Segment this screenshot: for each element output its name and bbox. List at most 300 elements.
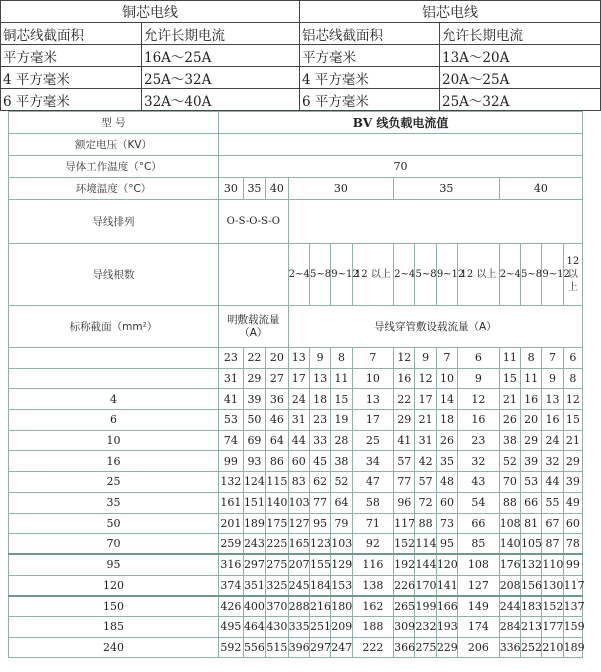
pipe-value-cell: 275 bbox=[415, 637, 436, 658]
section-cell: 70 bbox=[9, 534, 219, 555]
section-cell: 25 bbox=[9, 472, 219, 493]
pipe-capacity-label: 导线穿管敷设载流量（A） bbox=[288, 306, 582, 348]
table-row bbox=[9, 616, 583, 637]
wire-count-cell: 9~12 bbox=[436, 244, 457, 306]
pipe-value-cell: 288 bbox=[288, 596, 309, 617]
temp-label: 导体工作温度（°C） bbox=[9, 156, 219, 178]
section-cell: 16 bbox=[9, 451, 219, 472]
pipe-value-cell: 232 bbox=[415, 616, 436, 637]
pipe-value-cell: 78 bbox=[563, 534, 582, 555]
open-value-cell: 64 bbox=[266, 430, 288, 451]
pipe-value-cell: 13 bbox=[288, 348, 309, 369]
wire-count-cell: 12 以上 bbox=[458, 244, 500, 306]
pipe-value-cell: 15 bbox=[499, 368, 520, 389]
pipe-value-cell: 155 bbox=[309, 554, 330, 575]
copper-current-header: 允许长期电流 bbox=[142, 23, 300, 45]
table-row bbox=[9, 534, 583, 555]
open-value-cell: 189 bbox=[243, 513, 265, 534]
open-value-cell: 132 bbox=[219, 472, 244, 493]
pipe-value-cell: 26 bbox=[499, 410, 520, 431]
pipe-value-cell: 152 bbox=[542, 596, 563, 617]
pipe-value-cell: 16 bbox=[521, 389, 542, 410]
section-cell bbox=[9, 348, 219, 369]
pipe-value-cell: 81 bbox=[521, 513, 542, 534]
aluminum-area-header: 铝芯线截面积 bbox=[300, 23, 440, 45]
wire-count-cell: 2~4 bbox=[499, 244, 520, 306]
pipe-value-cell: 52 bbox=[499, 451, 520, 472]
pipe-value-cell: 43 bbox=[458, 472, 500, 493]
pipe-value-cell: 8 bbox=[563, 368, 582, 389]
pipe-value-cell: 159 bbox=[563, 616, 582, 637]
bv-load-current-table bbox=[8, 111, 583, 658]
pipe-value-cell: 180 bbox=[331, 596, 352, 617]
pipe-value-cell: 87 bbox=[542, 534, 563, 555]
table-row bbox=[9, 575, 583, 596]
pipe-value-cell: 189 bbox=[563, 637, 582, 658]
pipe-value-cell: 336 bbox=[499, 637, 520, 658]
pipe-value-cell: 54 bbox=[458, 492, 500, 513]
pipe-value-cell: 10 bbox=[352, 368, 394, 389]
section-cell: 150 bbox=[9, 596, 219, 617]
open-value-cell: 430 bbox=[266, 616, 288, 637]
pipe-value-cell: 14 bbox=[436, 389, 457, 410]
pipe-value-cell: 162 bbox=[352, 596, 394, 617]
pipe-value-cell: 64 bbox=[331, 492, 352, 513]
open-value-cell: 161 bbox=[219, 492, 244, 513]
pipe-value-cell: 284 bbox=[499, 616, 520, 637]
open-value-cell: 175 bbox=[266, 513, 288, 534]
open-value-cell: 27 bbox=[266, 368, 288, 389]
table-row bbox=[9, 451, 583, 472]
pipe-value-cell: 35 bbox=[436, 451, 457, 472]
open-value-cell: 297 bbox=[243, 554, 265, 575]
pipe-value-cell: 34 bbox=[352, 451, 394, 472]
pipe-value-cell: 70 bbox=[499, 472, 520, 493]
arrangement-label: 导线排列 bbox=[9, 200, 219, 244]
aluminum-area: 4 平方毫米 bbox=[300, 67, 440, 89]
pipe-value-cell: 129 bbox=[331, 554, 352, 575]
table-row bbox=[9, 472, 583, 493]
pipe-value-cell: 188 bbox=[352, 616, 394, 637]
pipe-value-cell: 96 bbox=[394, 492, 415, 513]
open-value-cell: 53 bbox=[219, 410, 244, 431]
open-value-cell: 29 bbox=[243, 368, 265, 389]
pipe-value-cell: 48 bbox=[436, 472, 457, 493]
pipe-value-cell: 44 bbox=[288, 430, 309, 451]
pipe-value-cell: 12 bbox=[394, 348, 415, 369]
aluminum-area: 平方毫米 bbox=[300, 45, 440, 67]
arrangement-empty bbox=[288, 200, 582, 244]
pipe-value-cell: 16 bbox=[394, 368, 415, 389]
open-value-cell: 225 bbox=[266, 534, 288, 555]
section-cell: 120 bbox=[9, 575, 219, 596]
pipe-value-cell: 88 bbox=[499, 492, 520, 513]
pipe-value-cell: 137 bbox=[563, 596, 582, 617]
open-value-cell: 151 bbox=[243, 492, 265, 513]
top-table-row bbox=[1, 89, 601, 111]
open-value-cell: 20 bbox=[266, 348, 288, 369]
pipe-value-cell: 127 bbox=[288, 513, 309, 534]
pipe-value-cell: 199 bbox=[415, 596, 436, 617]
pipe-value-cell: 309 bbox=[394, 616, 415, 637]
current-comparison-table bbox=[0, 0, 601, 111]
pipe-value-cell: 13 bbox=[352, 389, 394, 410]
open-value-cell: 351 bbox=[243, 575, 265, 596]
wire-count-cell: 5~8 bbox=[309, 244, 330, 306]
pipe-value-cell: 41 bbox=[394, 430, 415, 451]
pipe-value-cell: 297 bbox=[309, 637, 330, 658]
pipe-value-cell: 265 bbox=[394, 596, 415, 617]
table-row bbox=[9, 368, 583, 389]
copper-area-header: 铜芯线截面积 bbox=[1, 23, 142, 45]
env-group-40: 40 bbox=[499, 178, 582, 200]
pipe-value-cell: 152 bbox=[394, 534, 415, 555]
pipe-value-cell: 49 bbox=[563, 492, 582, 513]
pipe-value-cell: 33 bbox=[309, 430, 330, 451]
pipe-value-cell: 222 bbox=[352, 637, 394, 658]
pipe-value-cell: 141 bbox=[436, 575, 457, 596]
pipe-value-cell: 116 bbox=[352, 554, 394, 575]
pipe-value-cell: 16 bbox=[458, 410, 500, 431]
section-label: 标称截面（mm²） bbox=[9, 306, 219, 348]
copper-current: 16A～25A bbox=[142, 45, 300, 67]
open-value-cell: 464 bbox=[243, 616, 265, 637]
pipe-value-cell: 24 bbox=[542, 430, 563, 451]
pipe-value-cell: 132 bbox=[521, 554, 542, 575]
open-value-cell: 115 bbox=[266, 472, 288, 493]
wire-count-cell: 9~12 bbox=[331, 244, 352, 306]
copper-title: 铜芯电线 bbox=[1, 1, 300, 23]
pipe-value-cell: 17 bbox=[415, 389, 436, 410]
pipe-value-cell: 22 bbox=[394, 389, 415, 410]
open-value-cell: 370 bbox=[266, 596, 288, 617]
open-value-cell: 41 bbox=[219, 389, 244, 410]
aluminum-area: 6 平方毫米 bbox=[300, 89, 440, 111]
open-value-cell: 31 bbox=[219, 368, 244, 389]
pipe-value-cell: 24 bbox=[288, 389, 309, 410]
pipe-value-cell: 60 bbox=[436, 492, 457, 513]
pipe-value-cell: 9 bbox=[309, 348, 330, 369]
pipe-value-cell: 95 bbox=[436, 534, 457, 555]
open-value-cell: 243 bbox=[243, 534, 265, 555]
pipe-value-cell: 144 bbox=[415, 554, 436, 575]
pipe-value-cell: 11 bbox=[331, 368, 352, 389]
open-value-cell: 592 bbox=[219, 637, 244, 658]
pipe-value-cell: 21 bbox=[415, 410, 436, 431]
pipe-value-cell: 99 bbox=[563, 554, 582, 575]
open-value-cell: 22 bbox=[243, 348, 265, 369]
pipe-value-cell: 95 bbox=[309, 513, 330, 534]
open-value-cell: 400 bbox=[243, 596, 265, 617]
table-row bbox=[9, 492, 583, 513]
pipe-value-cell: 20 bbox=[521, 410, 542, 431]
pipe-value-cell: 252 bbox=[521, 637, 542, 658]
open-value-cell: 140 bbox=[266, 492, 288, 513]
aluminum-current: 13A～20A bbox=[440, 45, 601, 67]
open-value-cell: 23 bbox=[219, 348, 244, 369]
pipe-value-cell: 251 bbox=[309, 616, 330, 637]
open-value-cell: 426 bbox=[219, 596, 244, 617]
copper-area: 6 平方毫米 bbox=[1, 89, 142, 111]
open-value-cell: 86 bbox=[266, 451, 288, 472]
pipe-value-cell: 174 bbox=[458, 616, 500, 637]
open-value-cell: 259 bbox=[219, 534, 244, 555]
pipe-value-cell: 166 bbox=[436, 596, 457, 617]
pipe-value-cell: 108 bbox=[499, 513, 520, 534]
section-cell bbox=[9, 368, 219, 389]
pipe-value-cell: 29 bbox=[521, 430, 542, 451]
pipe-value-cell: 7 bbox=[352, 348, 394, 369]
pipe-value-cell: 60 bbox=[288, 451, 309, 472]
pipe-value-cell: 92 bbox=[352, 534, 394, 555]
pipe-value-cell: 13 bbox=[542, 389, 563, 410]
pipe-value-cell: 153 bbox=[331, 575, 352, 596]
pipe-value-cell: 207 bbox=[288, 554, 309, 575]
pipe-value-cell: 60 bbox=[563, 513, 582, 534]
pipe-value-cell: 183 bbox=[521, 596, 542, 617]
pipe-value-cell: 177 bbox=[542, 616, 563, 637]
pipe-value-cell: 31 bbox=[288, 410, 309, 431]
copper-area: 平方毫米 bbox=[1, 45, 142, 67]
pipe-value-cell: 11 bbox=[521, 368, 542, 389]
open-value-cell: 201 bbox=[219, 513, 244, 534]
pipe-value-cell: 165 bbox=[288, 534, 309, 555]
pipe-value-cell: 12 bbox=[415, 368, 436, 389]
wire-count-cell: 2~4 bbox=[288, 244, 309, 306]
open-capacity-label: 明敷载流量（A） bbox=[219, 306, 289, 348]
pipe-value-cell: 110 bbox=[542, 554, 563, 575]
pipe-value-cell: 53 bbox=[521, 472, 542, 493]
copper-area: 4 平方毫米 bbox=[1, 67, 142, 89]
env-group-35: 35 bbox=[394, 178, 500, 200]
pipe-value-cell: 184 bbox=[309, 575, 330, 596]
pipe-value-cell: 176 bbox=[499, 554, 520, 575]
pipe-value-cell: 209 bbox=[331, 616, 352, 637]
pipe-value-cell: 66 bbox=[521, 492, 542, 513]
pipe-value-cell: 66 bbox=[458, 513, 500, 534]
open-value-cell: 99 bbox=[219, 451, 244, 472]
pipe-value-cell: 25 bbox=[352, 430, 394, 451]
pipe-value-cell: 57 bbox=[415, 472, 436, 493]
pipe-value-cell: 31 bbox=[415, 430, 436, 451]
aluminum-current-header: 允许长期电流 bbox=[440, 23, 601, 45]
section-cell: 35 bbox=[9, 492, 219, 513]
open-value-cell: 69 bbox=[243, 430, 265, 451]
pipe-value-cell: 7 bbox=[436, 348, 457, 369]
temp-value: 70 bbox=[219, 156, 583, 178]
env-group-30: 30 bbox=[288, 178, 394, 200]
copper-current: 25A～32A bbox=[142, 67, 300, 89]
pipe-value-cell: 108 bbox=[458, 554, 500, 575]
open-value-cell: 495 bbox=[219, 616, 244, 637]
pipe-value-cell: 245 bbox=[288, 575, 309, 596]
pipe-value-cell: 19 bbox=[331, 410, 352, 431]
open-value-cell: 325 bbox=[266, 575, 288, 596]
pipe-value-cell: 117 bbox=[394, 513, 415, 534]
table-row bbox=[9, 348, 583, 369]
pipe-value-cell: 17 bbox=[288, 368, 309, 389]
open-value-cell: 556 bbox=[243, 637, 265, 658]
pipe-value-cell: 213 bbox=[521, 616, 542, 637]
pipe-value-cell: 83 bbox=[288, 472, 309, 493]
pipe-value-cell: 18 bbox=[436, 410, 457, 431]
open-value-cell: 74 bbox=[219, 430, 244, 451]
pipe-value-cell: 138 bbox=[352, 575, 394, 596]
pipe-value-cell: 216 bbox=[309, 596, 330, 617]
pipe-value-cell: 45 bbox=[309, 451, 330, 472]
pipe-value-cell: 9 bbox=[542, 368, 563, 389]
pipe-value-cell: 58 bbox=[352, 492, 394, 513]
pipe-value-cell: 192 bbox=[394, 554, 415, 575]
pipe-value-cell: 29 bbox=[394, 410, 415, 431]
pipe-value-cell: 39 bbox=[521, 451, 542, 472]
wire-count-cell: 5~8 bbox=[415, 244, 436, 306]
pipe-value-cell: 366 bbox=[394, 637, 415, 658]
table-row bbox=[9, 410, 583, 431]
pipe-value-cell: 15 bbox=[563, 410, 582, 431]
table-row bbox=[9, 389, 583, 410]
table-row bbox=[9, 596, 583, 617]
pipe-value-cell: 114 bbox=[415, 534, 436, 555]
wire-count-cell: 12 以上 bbox=[563, 244, 582, 306]
table-row bbox=[9, 637, 583, 658]
pipe-value-cell: 244 bbox=[499, 596, 520, 617]
pipe-value-cell: 42 bbox=[415, 451, 436, 472]
env-open-40: 40 bbox=[266, 178, 288, 200]
open-value-cell: 515 bbox=[266, 637, 288, 658]
pipe-value-cell: 103 bbox=[288, 492, 309, 513]
pipe-value-cell: 77 bbox=[394, 472, 415, 493]
count-empty bbox=[219, 244, 289, 306]
env-open-30: 30 bbox=[219, 178, 244, 200]
pipe-value-cell: 12 bbox=[458, 389, 500, 410]
voltage-label: 额定电压（KV） bbox=[9, 134, 219, 156]
table-row bbox=[9, 513, 583, 534]
pipe-value-cell: 6 bbox=[563, 348, 582, 369]
pipe-value-cell: 16 bbox=[542, 410, 563, 431]
section-cell: 6 bbox=[9, 410, 219, 431]
pipe-value-cell: 11 bbox=[499, 348, 520, 369]
pipe-value-cell: 208 bbox=[499, 575, 520, 596]
pipe-value-cell: 57 bbox=[394, 451, 415, 472]
open-value-cell: 124 bbox=[243, 472, 265, 493]
pipe-value-cell: 23 bbox=[458, 430, 500, 451]
pipe-value-cell: 149 bbox=[458, 596, 500, 617]
pipe-value-cell: 130 bbox=[542, 575, 563, 596]
pipe-value-cell: 18 bbox=[309, 389, 330, 410]
pipe-value-cell: 17 bbox=[352, 410, 394, 431]
section-cell: 240 bbox=[9, 637, 219, 658]
table-row bbox=[9, 554, 583, 575]
pipe-value-cell: 206 bbox=[458, 637, 500, 658]
pipe-value-cell: 32 bbox=[542, 451, 563, 472]
pipe-value-cell: 21 bbox=[563, 430, 582, 451]
top-table-row bbox=[1, 45, 601, 67]
pipe-value-cell: 28 bbox=[331, 430, 352, 451]
open-value-cell: 39 bbox=[243, 389, 265, 410]
pipe-value-cell: 127 bbox=[458, 575, 500, 596]
pipe-value-cell: 7 bbox=[542, 348, 563, 369]
pipe-value-cell: 226 bbox=[394, 575, 415, 596]
env-label: 环境温度（°C） bbox=[9, 178, 219, 200]
open-value-cell: 93 bbox=[243, 451, 265, 472]
pipe-value-cell: 73 bbox=[436, 513, 457, 534]
pipe-value-cell: 247 bbox=[331, 637, 352, 658]
pipe-value-cell: 32 bbox=[458, 451, 500, 472]
pipe-value-cell: 55 bbox=[542, 492, 563, 513]
pipe-value-cell: 26 bbox=[436, 430, 457, 451]
pipe-value-cell: 72 bbox=[415, 492, 436, 513]
section-cell: 4 bbox=[9, 389, 219, 410]
pipe-value-cell: 335 bbox=[288, 616, 309, 637]
pipe-value-cell: 12 bbox=[563, 389, 582, 410]
open-value-cell: 374 bbox=[219, 575, 244, 596]
section-cell: 10 bbox=[9, 430, 219, 451]
pipe-value-cell: 44 bbox=[542, 472, 563, 493]
pipe-value-cell: 117 bbox=[563, 575, 582, 596]
pipe-value-cell: 67 bbox=[542, 513, 563, 534]
pipe-value-cell: 9 bbox=[415, 348, 436, 369]
wire-count-cell: 12 以上 bbox=[352, 244, 394, 306]
pipe-value-cell: 103 bbox=[331, 534, 352, 555]
pipe-value-cell: 29 bbox=[563, 451, 582, 472]
pipe-value-cell: 88 bbox=[415, 513, 436, 534]
pipe-value-cell: 156 bbox=[521, 575, 542, 596]
section-cell: 185 bbox=[9, 616, 219, 637]
aluminum-title: 铝芯电线 bbox=[300, 1, 601, 23]
model-label: 型 号 bbox=[9, 112, 219, 134]
pipe-value-cell: 10 bbox=[436, 368, 457, 389]
aluminum-current: 25A～32A bbox=[440, 89, 601, 111]
pipe-value-cell: 85 bbox=[458, 534, 500, 555]
pipe-value-cell: 79 bbox=[331, 513, 352, 534]
pipe-value-cell: 105 bbox=[521, 534, 542, 555]
aluminum-current: 20A～25A bbox=[440, 67, 601, 89]
pipe-value-cell: 47 bbox=[352, 472, 394, 493]
pipe-value-cell: 229 bbox=[436, 637, 457, 658]
pipe-value-cell: 38 bbox=[499, 430, 520, 451]
pipe-value-cell: 9 bbox=[458, 368, 500, 389]
voltage-value bbox=[219, 134, 583, 156]
open-value-cell: 275 bbox=[266, 554, 288, 575]
pipe-value-cell: 21 bbox=[499, 389, 520, 410]
pipe-value-cell: 120 bbox=[436, 554, 457, 575]
pipe-value-cell: 39 bbox=[563, 472, 582, 493]
pipe-value-cell: 170 bbox=[415, 575, 436, 596]
model-value: BV 线负载电流值 bbox=[219, 112, 583, 134]
pipe-value-cell: 38 bbox=[331, 451, 352, 472]
env-open-35: 35 bbox=[243, 178, 265, 200]
pipe-value-cell: 123 bbox=[309, 534, 330, 555]
pipe-value-cell: 8 bbox=[521, 348, 542, 369]
open-value-cell: 50 bbox=[243, 410, 265, 431]
arrangement-value: O-S-O-S-O bbox=[219, 200, 289, 244]
pipe-value-cell: 6 bbox=[458, 348, 500, 369]
pipe-value-cell: 396 bbox=[288, 637, 309, 658]
copper-current: 32A～40A bbox=[142, 89, 300, 111]
pipe-value-cell: 210 bbox=[542, 637, 563, 658]
pipe-value-cell: 62 bbox=[309, 472, 330, 493]
wire-count-cell: 9~12 bbox=[542, 244, 563, 306]
pipe-value-cell: 15 bbox=[331, 389, 352, 410]
pipe-value-cell: 23 bbox=[309, 410, 330, 431]
pipe-value-cell: 140 bbox=[499, 534, 520, 555]
table-row bbox=[9, 430, 583, 451]
wire-count-cell: 2~4 bbox=[394, 244, 415, 306]
section-cell: 95 bbox=[9, 554, 219, 575]
pipe-value-cell: 13 bbox=[309, 368, 330, 389]
top-table-row bbox=[1, 67, 601, 89]
